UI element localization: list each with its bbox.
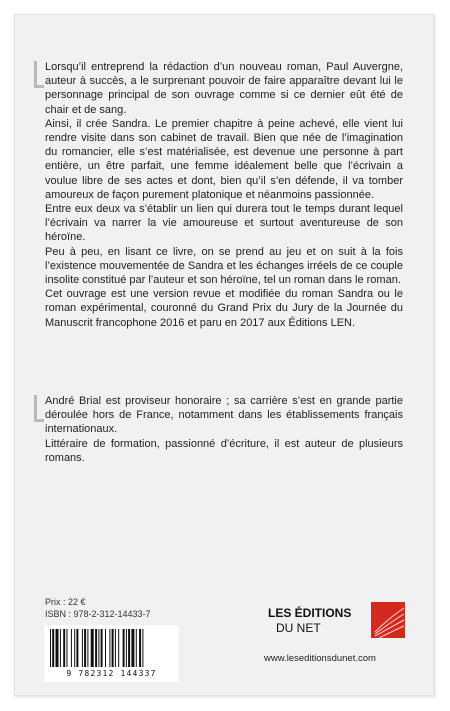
synopsis-paragraph-5: Cet ouvrage est une version revue et modifiée du roman Sandra ou le roman expérimental, couronné du Grand Prix du Jury de la Journée du Manuscrit francophone 2016 et paru en 2017 aux Éditions LEN. xyxy=(45,288,403,329)
publisher-name-line2: DU NET xyxy=(276,621,321,635)
synopsis-paragraph-1: Lorsqu’il entreprend la rédaction d’un nouveau roman, Paul Auvergne, auteur à succès, a le surprenant pouvoir de faire apparaître devant lui le personnage principal de son ouvrage comme si ce dernier eût été de chair et de sang. xyxy=(45,60,403,117)
bio-paragraph-1: André Brial est proviseur honoraire ; sa carrière s’est en grande partie déroulée hors de France, notamment dans les établissements français internationaux. xyxy=(45,394,403,437)
publisher-emblem-icon xyxy=(371,602,405,638)
bio-paragraph-2: Littéraire de formation, passionné d’écriture, il est auteur de plusieurs romans. xyxy=(45,437,403,464)
corner-bracket-decoration xyxy=(34,61,44,88)
isbn-label: ISBN : 978-2-312-14433-7 xyxy=(45,609,151,619)
corner-bracket-decoration xyxy=(34,395,44,422)
book-meta xyxy=(45,596,151,620)
synopsis xyxy=(45,60,403,330)
publisher-website: www.leseditionsdunet.com xyxy=(264,653,376,664)
synopsis-paragraph-4: Peu à peu, en lisant ce livre, on se prend au jeu et on suit à la fois l’existence mouvementée de Sandra et les échanges irréels de ce couple insolite constitué par l’auteur et son héroïne, tel un roman dans le roman. xyxy=(45,245,403,287)
price-label: Prix : 22 € xyxy=(45,597,86,607)
publisher-name-line1: LES ÉDITIONS xyxy=(268,606,352,620)
barcode-bars xyxy=(50,629,173,669)
barcode xyxy=(44,625,179,682)
barcode-digits: 9 782312 144337 xyxy=(66,669,157,678)
author-bio xyxy=(45,394,403,465)
synopsis-paragraph-3: Entre eux deux va s’établir un lien qui durera tout le temps durant lequel l’écrivain va narrer la vie amoureuse et surtout aventureuse de son héroïne. xyxy=(45,203,403,244)
synopsis-paragraph-2: Ainsi, il crée Sandra. Le premier chapitre à peine achevé, elle vient lui rendre visite dans son cabinet de travail. Bien que née de l’imagination du romancier, elle s’est matérialisée, est devenue une personne à part entière, un être parfait, une femme idéalement belle que l’écrivain a voulue libre de ses actes et dont, bien qu’il s’en défende, il va tomber amoureux de façon purement platonique et néanmoins passionnée. xyxy=(45,117,403,201)
